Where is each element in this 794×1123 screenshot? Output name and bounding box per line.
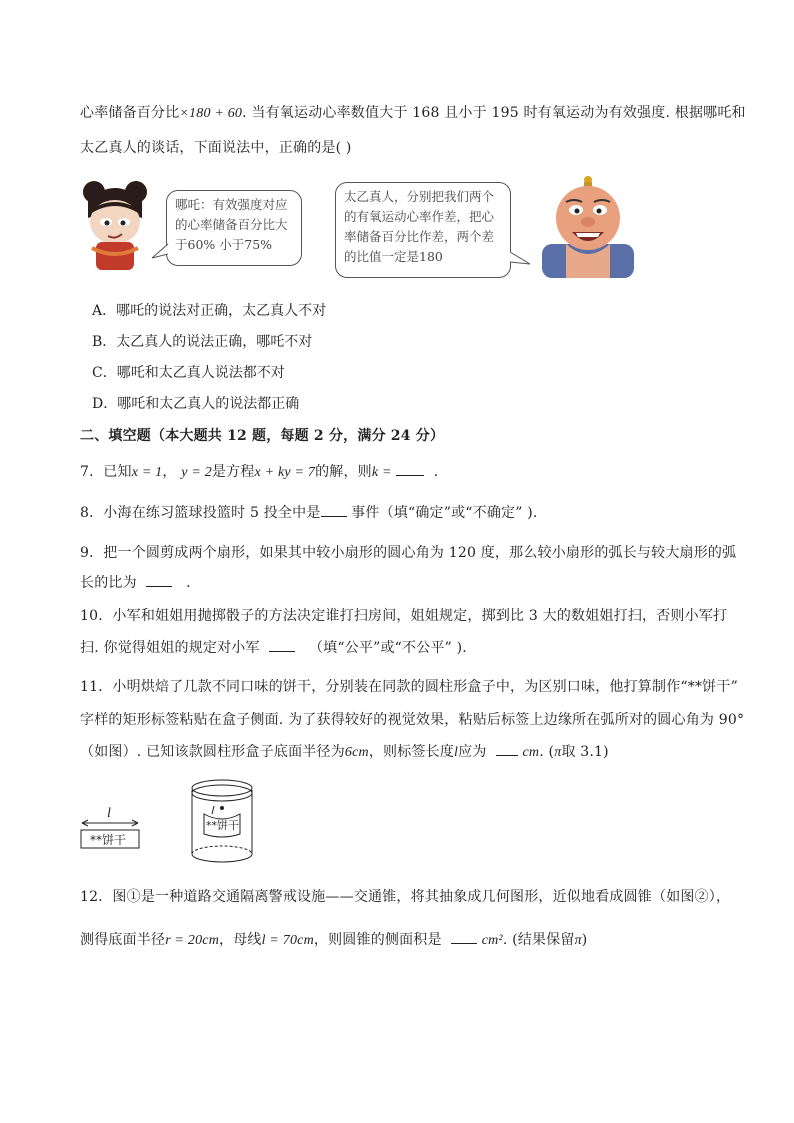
q9-text: 长的比为 — [80, 575, 137, 591]
option-d[interactable]: D．哪吒和太乙真人的说法都正确 — [92, 396, 300, 412]
q7-math: y = 2 — [181, 465, 212, 480]
q6-intro-line1 — [80, 102, 746, 122]
section-heading: 二、填空题（本大题共 12 题，每题 2 分，满分 24 分） — [80, 428, 445, 444]
q12-text: ，则圆锥的侧面积是 — [313, 932, 442, 948]
q6-text: 心率储备百分比 — [80, 105, 180, 121]
q7-math: x + ky = 7 — [254, 465, 316, 480]
q6-math: ×180 + 60 — [179, 106, 243, 121]
q12-math: r = 20cm — [165, 933, 220, 948]
q11-math: π — [554, 745, 562, 760]
q11-text: ，则标签长度 — [368, 744, 455, 760]
taiyi-speech-line: 太乙真人，分别把我们两个 — [344, 189, 495, 204]
q7-math: x = 1 — [131, 465, 163, 480]
option-a[interactable]: A．哪吒的说法对正确，太乙真人不对 — [92, 303, 327, 319]
question-10-line1: 10．小军和姐姐用抛掷骰子的方法决定谁打扫房间，姐姐规定，掷到比 3 大的数姐姐打扫，否则小军打 — [80, 608, 728, 624]
q11-math: l — [454, 745, 459, 760]
taiyi-bubble-tail — [508, 250, 532, 270]
question-12-line2 — [80, 929, 587, 949]
q12-text: ，母线 — [219, 932, 262, 948]
question-11-line2: 字样的矩形标签粘贴在盒子侧面. 为了获得较好的视觉效果，粘贴后标签上边缘所在弧所对的圆心角为 90° — [80, 712, 745, 728]
nezha-illustration — [80, 178, 150, 270]
nezha-speech-line: 于60% 小于75% — [175, 237, 273, 252]
q8-text: 事件（填“确定”或“不确定” ). — [351, 505, 538, 521]
answer-blank[interactable] — [269, 650, 295, 652]
cylinder-box-figure — [190, 778, 256, 864]
question-8 — [80, 502, 538, 522]
q6-intro-line2: 太乙真人的谈话，下面说法中，正确的是( ) — [80, 140, 352, 156]
question-11-line3 — [80, 741, 609, 761]
q12-math: l = 70cm — [261, 933, 314, 948]
q7-text: 7．已知 — [80, 464, 132, 480]
q11-math: 6cm — [344, 745, 369, 760]
answer-blank[interactable] — [496, 754, 518, 756]
nezha-speech-bubble — [166, 190, 302, 266]
answer-blank[interactable] — [321, 515, 347, 517]
q8-text: 8．小海在练习篮球投篮时 5 投全中是 — [80, 505, 321, 521]
q7-text: 的解，则 — [315, 464, 372, 480]
label-text: **饼干 — [90, 833, 127, 847]
nezha-speech-line: 的心率储备百分比大 — [175, 217, 288, 232]
cylinder-label-text: **饼干 — [206, 819, 239, 832]
q12-text: . (结果保留 — [502, 932, 575, 948]
label-length-symbol: l — [107, 806, 111, 821]
q7-math: k = — [371, 465, 392, 480]
taiyi-speech-line: 率储备百分比作差，两个差 — [344, 229, 495, 244]
q12-text: ) — [581, 932, 588, 948]
answer-blank[interactable] — [451, 942, 477, 944]
q12-math: π — [574, 933, 582, 948]
q12-math: cm² — [481, 933, 503, 948]
q11-text: （如图）. 已知该款圆柱形盒子底面半径为 — [80, 744, 345, 760]
q7-text: ， — [162, 464, 177, 480]
q11-math: cm — [522, 745, 540, 760]
taiyi-speech-line: 的有氧运动心率作差，把心 — [344, 209, 495, 224]
question-9-line1: 9．把一个圆剪成两个扇形，如果其中较小扇形的圆心角为 120 度，那么较小扇形的弧长与较大扇形的弧 — [80, 545, 737, 561]
taiyi-speech-bubble — [335, 182, 511, 278]
question-10-line2 — [80, 637, 467, 657]
q6-text-post: . 当有氧运动心率数值大于 168 且小于 195 时有氧运动为有效强度. 根据哪吒和 — [242, 105, 746, 121]
q12-text: 测得底面半径 — [80, 932, 166, 948]
question-9-line2 — [80, 572, 191, 592]
question-11-line1: 11．小明烘焙了几款不同口味的饼干，分别装在同款的圆柱形盒子中，为区别口味，他打算制作“**饼干” — [80, 679, 738, 695]
q10-text: 扫. 你觉得姐姐的规定对小军 — [80, 640, 260, 656]
question-12-line1: 12．图①是一种道路交通隔离警戒设施——交通锥，将其抽象成几何图形，近似地看成圆锥（如图②）， — [80, 889, 731, 905]
option-c[interactable]: C．哪吒和太乙真人说法都不对 — [92, 365, 285, 381]
q11-text: 应为 — [458, 744, 487, 760]
question-7 — [80, 461, 438, 481]
q11-text: 取 3.1) — [561, 744, 609, 760]
q7-text: . — [433, 464, 439, 480]
taiyi-illustration — [536, 174, 640, 278]
q11-text: . ( — [539, 744, 555, 760]
q7-text: 是方程 — [211, 464, 255, 480]
answer-blank[interactable] — [146, 585, 172, 587]
nezha-bubble-tail — [150, 242, 170, 262]
nezha-speech-line: 哪吒：有效强度对应 — [175, 197, 288, 212]
q10-text: （填“公平”或“不公平” ). — [308, 640, 467, 656]
q9-text: . — [186, 575, 191, 591]
taiyi-speech-line: 的比值一定是180 — [344, 249, 443, 264]
answer-blank[interactable] — [396, 474, 424, 476]
label-rectangle-figure — [80, 806, 142, 852]
option-b[interactable]: B．太乙真人的说法正确，哪吒不对 — [92, 334, 313, 350]
